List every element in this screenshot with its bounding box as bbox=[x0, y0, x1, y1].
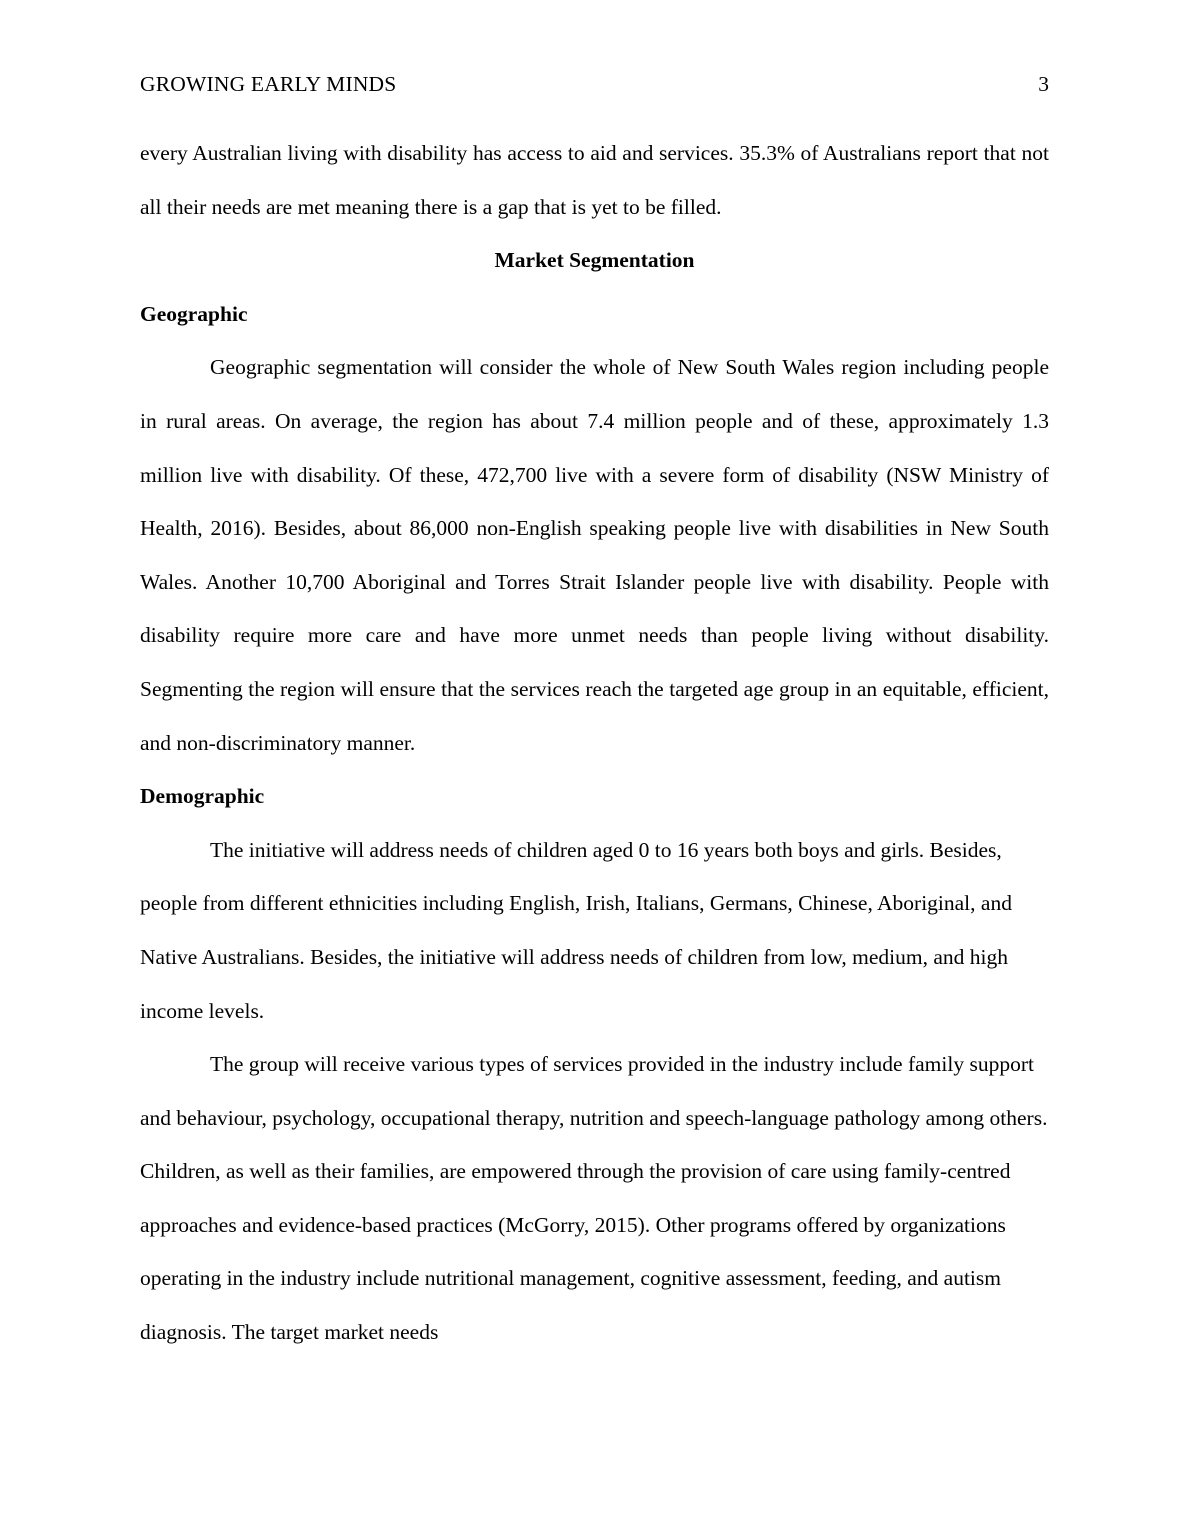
geographic-paragraph: Geographic segmentation will consider the whole of New South Wales region including people in rural areas. On average, the region has about 7.4 million people and of these, approximately 1.3 million live with disability. Of these, 472,700 live with a severe form of disability (NSW Ministry of Health, 2016). Besides, about 86,000 non-English speaking people live with disabilities in New South Wales. Another 10,700 Aboriginal and Torres Strait Islander people live with disability. People with disability require more care and have more unmet needs than people living without disability. Segmenting the region will ensure that the services reach the targeted age group in an equitable, efficient, and non-discriminatory manner. bbox=[140, 355, 1049, 755]
demographic-paragraph-2: The group will receive various types of services provided in the industry include family support and behaviour, psychology, occupational therapy, nutrition and speech-language pathology among others. Children, as well as their families, are empowered through the provision of care using family-centred approaches and evidence-based practices (McGorry, 2015). Other programs offered by organizations operating in the industry include nutritional management, cognitive assessment, feeding, and autism diagnosis. The target market needs bbox=[140, 1052, 1048, 1345]
subheading-geographic: Geographic bbox=[140, 301, 248, 326]
demographic-paragraph-1: The initiative will address needs of children aged 0 to 16 years both boys and girls. Besides, people from different ethnicities including English, Irish, Italians, Germans, Chinese, Aboriginal, and Native Australians. Besides, the initiative will address needs of children from low, medium, and high income levels. bbox=[140, 837, 1012, 1023]
body-text bbox=[140, 127, 1049, 1360]
running-head bbox=[140, 70, 1049, 98]
subheading-demographic: Demographic bbox=[140, 784, 265, 809]
section-heading-market-segmentation: Market Segmentation bbox=[494, 248, 695, 273]
continuation-paragraph: every Australian living with disability has access to aid and services. 35.3% of Australians report that not all their needs are met meaning there is a gap that is yet to be filled. bbox=[140, 141, 1049, 219]
running-head-title: GROWING EARLY MINDS bbox=[140, 72, 397, 96]
page-number: 3 bbox=[1038, 72, 1049, 96]
